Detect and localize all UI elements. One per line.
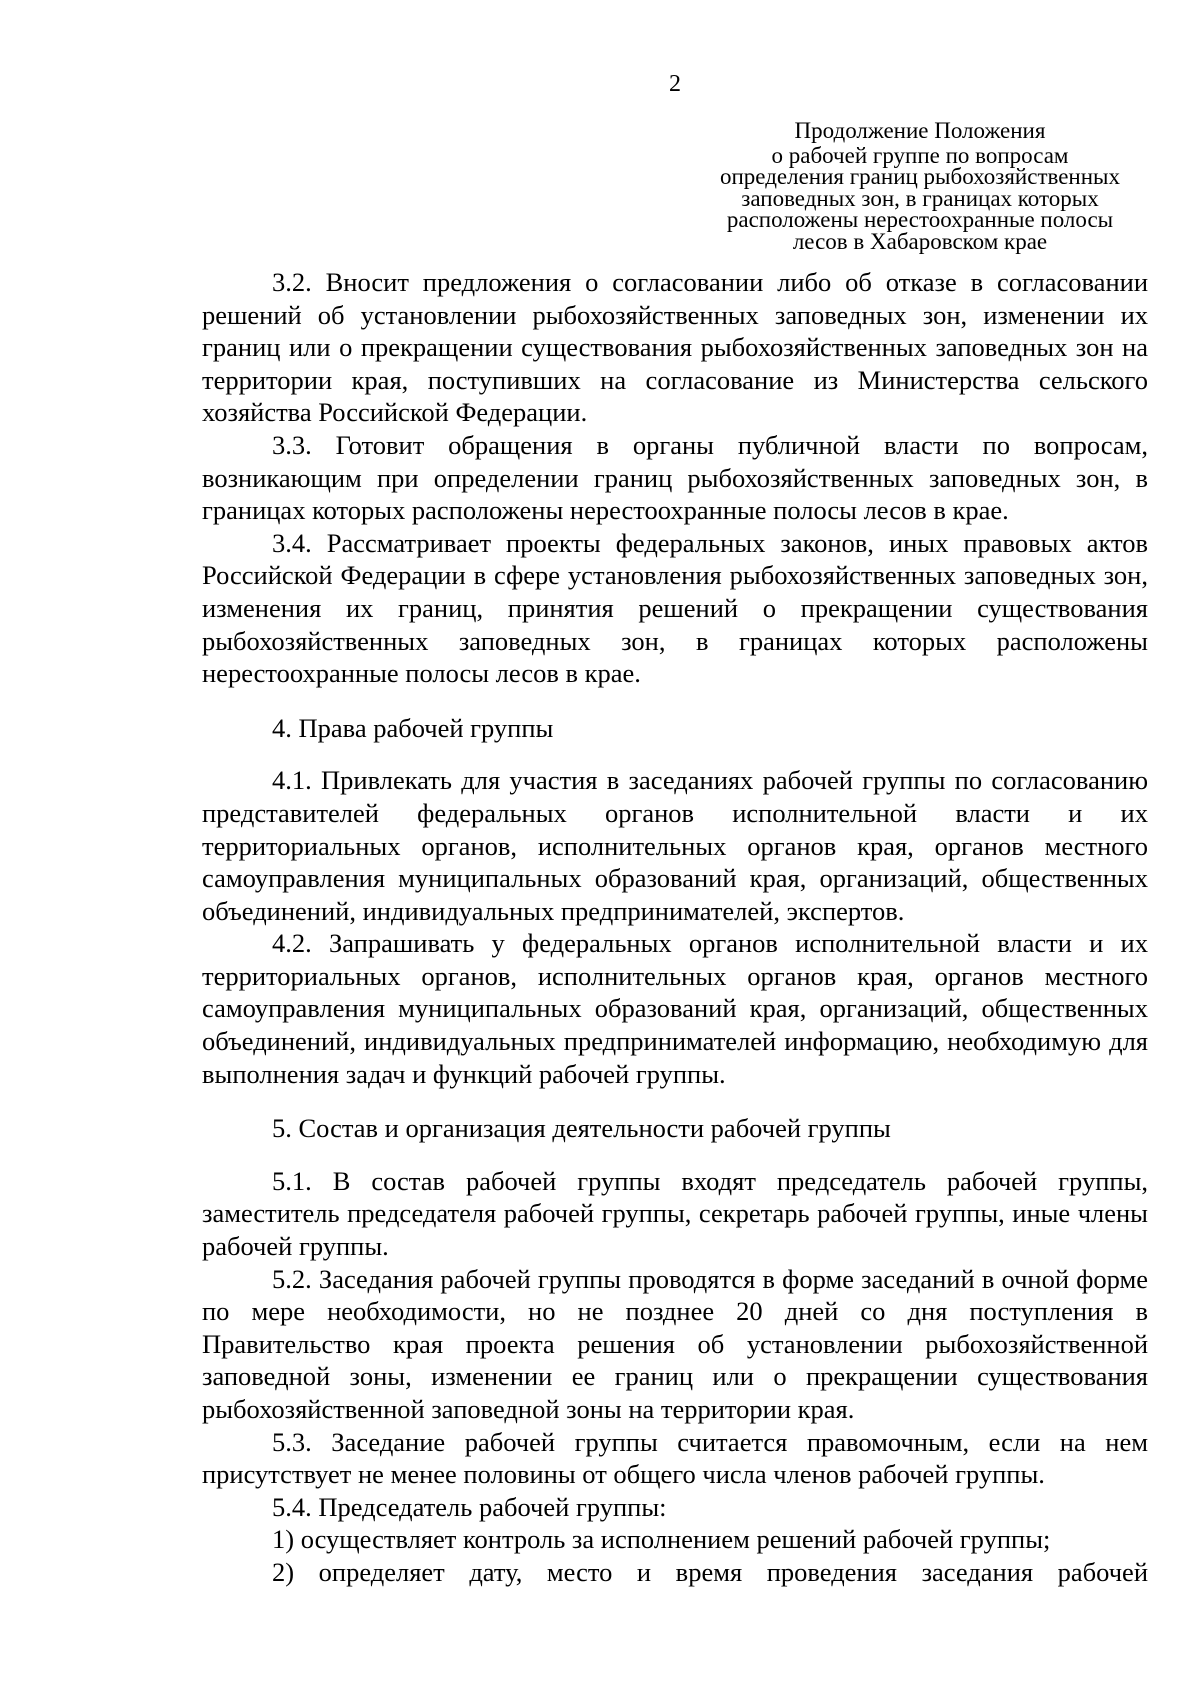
section-heading-5: 5. Состав и организация деятельности рабочей группы (272, 1113, 891, 1144)
header-line: расположены нерестоохранные полосы (726, 207, 1114, 232)
document-header (660, 120, 1180, 252)
list-item-1: 1) осуществляет контроль за исполнением решений рабочей группы; (272, 1524, 1051, 1555)
page-number: 2 (669, 71, 681, 97)
paragraph-4-1: 4.1. Привлекать для участия в заседаниях рабочей группы по согласованию представителей федеральных органов исполнительной власти и их территориальных органов, исполнительных органов края, органов местного самоуправления муниципальных образований края, организаций, общественных объединений, индивидуальных предпринимателей, экспертов. (202, 765, 1148, 926)
header-line: Продолжение Положения (794, 118, 1046, 143)
list-item-2: 2) определяет дату, место и время проведения заседания рабочей (272, 1556, 1148, 1587)
header-line: заповедных зон, в границах которых (741, 185, 1099, 211)
paragraph-3-3: 3.3. Готовит обращения в органы публичной власти по вопросам, возникающим при определении границ рыбохозяйственных заповедных зон, в границах которых расположены нерестоохранные полосы лесов в крае. (202, 429, 1148, 526)
header-line: определения границ рыбохозяйственных (719, 164, 1121, 189)
paragraph-5-4: 5.4. Председатель рабочей группы: (272, 1491, 667, 1522)
paragraph-3-4: 3.4. Рассматривает проекты федеральных законов, иных правовых актов Российской Федерации в сфере установления рыбохозяйственных заповедных зон, изменения их границ, принятия решений о прекращении существования рыбохозяйственных заповедных зон, в границах которых расположены нерестоохранные полосы лесов в крае. (202, 527, 1148, 689)
header-line: лесов в Хабаровском крае (792, 228, 1048, 254)
paragraph-4-2: 4.2. Запрашивать у федеральных органов исполнительной власти и их территориальных органов, исполнительных органов края, органов местного самоуправления муниципальных образований края, организаций, общественных объединений, индивидуальных предпринимателей информацию, необходимую для выполнения задач и функций рабочей группы. (202, 928, 1148, 1089)
document-body (202, 266, 1148, 1589)
paragraph-3-2: 3.2. Вносит предложения о согласовании либо об отказе в согласовании решений об установлении рыбохозяйственных заповедных зон, изменении их границ или о прекращении существования рыбохозяйственных заповедных зон на территории края, поступивших на согласование из Министерства сельского хозяйства Российской Федерации. (202, 267, 1148, 428)
paragraph-5-2: 5.2. Заседания рабочей группы проводятся в форме заседаний в очной форме по мере необходимости, но не позднее 20 дней со дня поступления в Правительство края проекта решения об установлении рыбохозяйственной заповедной зоны, изменении ее границ или о прекращении существования рыбохозяйственной заповедной зоны на территории края. (202, 1263, 1148, 1424)
paragraph-5-1: 5.1. В состав рабочей группы входят председатель рабочей группы, заместитель председателя рабочей группы, секретарь рабочей группы, иные члены рабочей группы. (202, 1165, 1148, 1262)
section-heading-4: 4. Права рабочей группы (272, 712, 554, 743)
header-line: о рабочей группе по вопросам (771, 142, 1069, 168)
paragraph-5-3: 5.3. Заседание рабочей группы считается правомочным, если на нем присутствует не менее половины от общего числа членов рабочей группы. (202, 1426, 1148, 1490)
